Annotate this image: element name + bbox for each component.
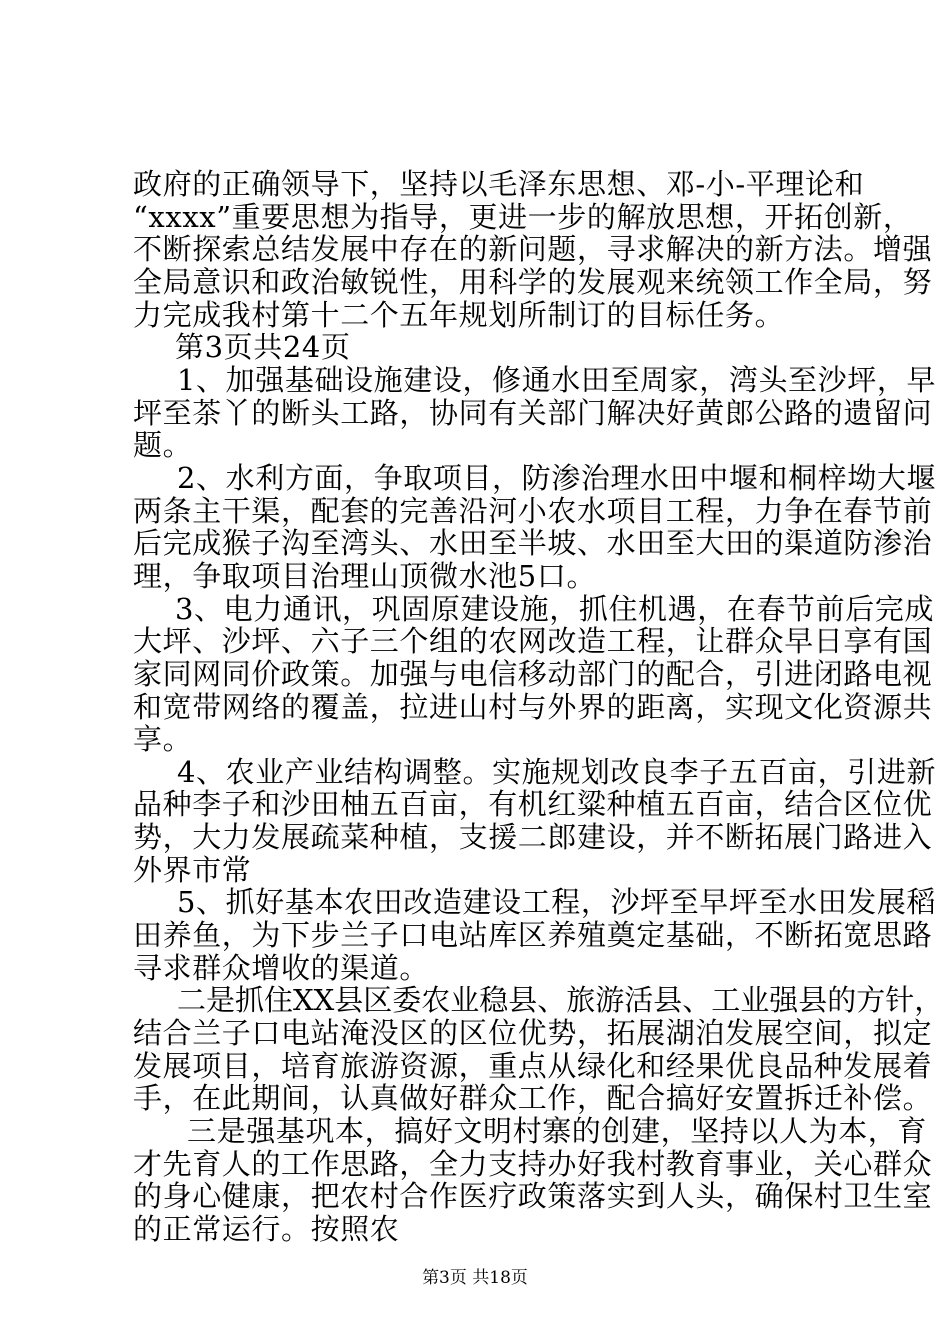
paragraph-2-line: 2、水利方面，争取项目，防渗治理水田中堰和桐梓坳大堰 [177,461,937,495]
page-footer: 第3页 共18页 [422,1268,528,1288]
text-line: 品种李子和沙田柚五百亩，有机红粱种植五百亩，结合区位优 [133,787,933,821]
text-line: “xxxx”重要思想为指导，更进一步的解放思想，开拓创新， [133,200,913,234]
text-line: 大坪、沙坪、六子三个组的农网改造工程，让群众早日享有国 [133,624,933,658]
inline-page-marker: 第3页共24页 [175,330,351,364]
text-line: 才先育人的工作思路，全力支持办好我村教育事业，关心群众 [133,1147,933,1181]
text-line: 发展项目，培育旅游资源，重点从绿化和经果优良品种发展着 [133,1049,933,1083]
text-line: 两条主干渠，配套的完善沿河小农水项目工程，力争在春节前 [133,494,933,528]
text-line: 享。 [133,722,193,756]
text-line: 手，在此期间，认真做好群众工作，配合搞好安置拆迁补偿。 [133,1081,933,1115]
text-line: 寻求群众增收的渠道。 [133,951,430,985]
text-line: 的正常运行。按照农 [133,1212,400,1246]
paragraph-7-line: 三是强基巩本，搞好文明村寨的创建，坚持以人为本，育 [187,1114,928,1148]
text-line: 势，大力发展疏菜种植，支援二郎建设，并不断拓展门路进入 [133,820,933,854]
text-line: 和宽带网络的覆盖，拉进山村与外界的距离，实现文化资源共 [133,690,933,724]
paragraph-3-line: 3、电力通讯，巩固原建设施，抓住机遇，在春节前后完成 [175,592,935,626]
text-line: 理，争取项目治理山顶微水池5口。 [133,559,597,593]
text-line: 结合兰子口电站淹没区的区位优势，拓展湖泊发展空间，拟定 [133,1016,933,1050]
text-line: 家同网同价政策。加强与电信移动部门的配合，引进闭路电视 [133,657,933,691]
text-line: 坪至茶丫的断头工路，协同有关部门解决好黄郎公路的遗留问 [133,396,933,430]
text-line: 全局意识和政治敏锐性，用科学的发展观来统领工作全局，努 [133,265,933,299]
text-line: 田养鱼，为下步兰子口电站库区养殖奠定基础，不断拓宽思路 [133,918,933,952]
paragraph-5-line: 5、抓好基本农田改造建设工程，沙坪至早坪至水田发展稻 [177,885,937,919]
text-line: 力完成我村第十二个五年规划所制订的目标任务。 [133,298,785,332]
text-line: 不断探索总结发展中存在的新问题，寻求解决的新方法。增强 [133,232,933,266]
text-line: 的身心健康，把农村合作医疗政策落实到人头，确保村卫生室 [133,1179,933,1213]
text-line: 后完成猴子沟至湾头、水田至半坡、水田至大田的渠道防渗治 [133,526,933,560]
text-line: 题。 [133,428,193,462]
text-line: 外界市常 [133,853,252,887]
text-line: 政府的正确领导下，坚持以毛泽东思想、邓-小-平理论和 [133,167,865,201]
paragraph-1-line: 1、加强基础设施建设，修通水田至周家，湾头至沙坪，早 [177,363,937,397]
paragraph-4-line: 4、农业产业结构调整。实施规划改良李子五百亩，引进新 [177,755,937,789]
paragraph-6-line: 二是抓住XX县区委农业稳县、旅游活县、工业强县的方针， [177,983,944,1017]
